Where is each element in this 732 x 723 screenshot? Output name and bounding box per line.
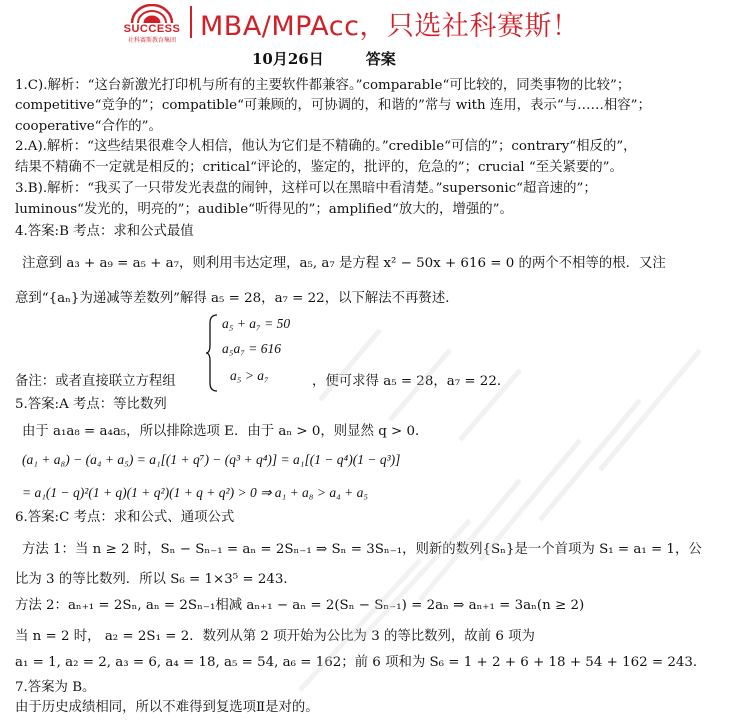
title-date: 10月26日 (252, 50, 324, 68)
header-divider (190, 6, 192, 38)
answer-4-line-2: 意到“{aₙ}为递减等差数列”解得 a₅ = 28，a₇ = 22，以下解法不再赘述． (15, 291, 459, 306)
answer-6-method-2-line-3: a₁ = 1, a₂ = 2, a₃ = 6, a₄ = 18, a₅ = 54, a₆ = 162；前 6 项和为 S₆ = 1 + 2 + 6 + 18 + 54 + 162 = 243． (15, 655, 707, 670)
answer-7-heading: 7.答案为 B。 (15, 680, 96, 695)
brand-logo (120, 4, 184, 42)
answer-5-formula-2: = a₁(1 − q)²(1 + q)(1 + q²)(1 + q + q²) > 0 ⇒ a₁ + a₈ > a₄ + a₅ (22, 485, 369, 500)
answer-4-line-1: 注意到 a₃ + a₉ = a₅ + a₇，则利用韦达定理，a₅, a₇ 是方程 x² − 50x + 616 = 0 的两个不相等的根．又注 (22, 256, 666, 271)
system-equation-2: a₅a₇ = 616 (222, 341, 281, 356)
system-equation-1: a₅ + a₇ = 50 (222, 316, 291, 331)
answer-4-heading: 4.答案:B 考点：求和公式最值 (15, 224, 194, 239)
answer-6-method-2-line-1: 方法 2：aₙ₊₁ = 2Sₙ, aₙ = 2Sₙ₋₁相减 aₙ₊₁ − aₙ = 2(Sₙ − Sₙ₋₁) = 2aₙ ⇒ aₙ₊₁ = 3aₙ(n ≥ 2) (15, 598, 585, 613)
answer-1-line-1: 1.C).解析：“这台新激光打印机与所有的主要软件都兼容。”comparable“可比较的，同类事物的比较”； (15, 78, 631, 93)
answer-6-method-1-line-1: 方法 1：当 n ≥ 2 时，Sₙ − Sₙ₋₁ = aₙ = 2Sₙ₋₁ ⇒ Sₙ = 3Sₙ₋₁，则新的数列{Sₙ}是一个首项为 S₁ = a₁ = 1，公 (22, 542, 702, 557)
answer-3-line-2: luminous“发光的，明亮的”；audible“听得见的”；amplified“放大的，增强的”。 (15, 202, 513, 217)
page-title (252, 48, 396, 69)
answer-1-line-3: cooperative“合作的”。 (15, 119, 162, 134)
answer-7-line-1: 由于历史成绩相同，所以不难得到复选项Ⅱ是对的。 (15, 700, 319, 715)
logo-subtitle: 社科赛斯教育集团 (127, 37, 176, 44)
answer-1-line-2: competitive“竞争的”；compatible“可兼顾的，可协调的，和谐的”常与 with 连用，表示“与……相容”； (15, 98, 651, 113)
logo-name: SUCCESS (123, 23, 181, 35)
answer-5-formula-1: (a₁ + a₈) − (a₄ + a₅) = a₁[(1 + q⁷) − (q³ + q⁴)] = a₁[(1 − q⁴)(1 − q³)] (22, 452, 401, 467)
header-slogan: MBA/MPAcc，只选社科赛斯！ (200, 11, 580, 42)
system-equation-3: a₅ > a₇ (230, 368, 269, 383)
logo-arc-icon (130, 4, 174, 24)
answer-4-note: 备注：或者直接联立方程组 (15, 374, 176, 389)
equation-system-brace-icon (205, 313, 219, 393)
answer-4-conclusion: ，便可求得 a₅ = 28，a₇ = 22． (312, 374, 511, 389)
answer-6-method-1-line-2: 比为 3 的等比数列．所以 S₆ = 1×3⁵ = 243． (15, 572, 297, 587)
title-label: 答案 (365, 50, 396, 68)
answer-5-line-1: 由于 a₁a₈ = a₄a₅，所以排除选项 E．由于 aₙ > 0，则显然 q > 0． (22, 424, 429, 439)
answer-2-line-1: 2.A).解析：“这些结果很难令人相信，他认为它们是不精确的。”credible“可信的”；contrary“相反的”， (15, 139, 637, 154)
answer-2-line-2: 结果不精确不一定就是相反的；critical“评论的，鉴定的，批评的，危急的”；crucial “至关紧要的”。 (15, 160, 623, 175)
answer-5-heading: 5.答案:A 考点：等比数列 (15, 397, 167, 412)
answer-3-line-1: 3.B).解析：“我买了一只带发光表盘的闹钟，这样可以在黑暗中看清楚。”supersonic“超音速的”； (15, 181, 597, 196)
answer-6-method-2-line-2: 当 n = 2 时， a₂ = 2S₁ = 2．数列从第 2 项开始为公比为 3 的等比数列，故前 6 项为 (15, 629, 535, 644)
header-banner (0, 0, 732, 44)
answer-6-heading: 6.答案:C 考点：求和公式、通项公式 (15, 510, 235, 525)
